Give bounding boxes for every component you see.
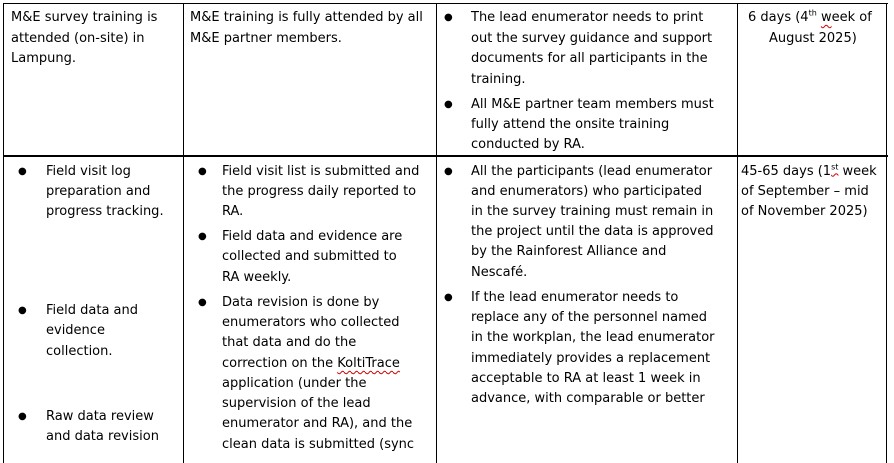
timeline-text: eek of xyxy=(831,10,872,25)
cell-text-line: documents for all participants in the xyxy=(471,51,708,66)
cell-text-line: All M&E partner team members must xyxy=(471,97,714,112)
bullet-icon: ● xyxy=(18,166,27,177)
timeline-line xyxy=(748,8,872,28)
cell-text-line: M&E partner members. xyxy=(190,31,342,46)
cell-text-line: preparation and xyxy=(46,184,151,199)
cell-text-line: acceptable to RA at least 1 week in xyxy=(471,371,701,386)
cell-text-line: Data revision is done by xyxy=(222,295,380,310)
cell-text-line: conducted by RA. xyxy=(471,137,585,152)
cell-text: correction on the xyxy=(222,356,338,371)
column-divider xyxy=(737,3,738,463)
cell-text-line: and enumerators) who participated xyxy=(471,184,702,199)
cell-text-line: Field data and evidence are xyxy=(222,229,403,244)
cell-text-line: out the survey guidance and support xyxy=(471,31,713,46)
bullet-icon: ● xyxy=(198,297,207,308)
cell-text-line: attended (on-site) in xyxy=(11,31,145,46)
bullet-icon: ● xyxy=(444,12,453,23)
cell-text-line: in the survey training must remain in xyxy=(471,204,714,219)
column-divider xyxy=(183,3,184,463)
cell-text-line: training. xyxy=(471,72,526,87)
bullet-icon: ● xyxy=(444,292,453,303)
ordinal-suffix: th xyxy=(808,8,817,18)
timeline-line: of November 2025) xyxy=(741,204,868,219)
cell-text-line: replace any of the personnel named xyxy=(471,310,707,325)
cell-text-line: evidence xyxy=(46,323,105,338)
spellcheck-flag: KoltiTrace xyxy=(337,356,400,371)
cell-text-line: application (under the xyxy=(222,376,367,391)
cell-text-line: collection. xyxy=(46,344,113,359)
cell-text-line: and data revision xyxy=(46,429,159,444)
cell-text-line: All the participants (lead enumerator xyxy=(471,164,713,179)
cell-text-line: progress tracking. xyxy=(46,204,164,219)
ordinal-suffix: st xyxy=(831,162,839,172)
timeline-text: week xyxy=(838,164,877,179)
cell-text-line: clean data is submitted (sync xyxy=(222,437,415,452)
cell-text-line: the project until the data is approved xyxy=(471,224,714,239)
cell-text-line: fully attend the onsite training xyxy=(471,117,670,132)
table-border-left xyxy=(3,3,4,463)
cell-text-line: advance, with comparable or better xyxy=(471,391,705,406)
spellcheck-flag: w xyxy=(820,10,832,25)
cell-text-line: Raw data review xyxy=(46,409,154,424)
cell-text-line: Field data and xyxy=(46,303,139,318)
cell-text-line: The lead enumerator needs to print xyxy=(471,10,704,25)
cell-text-line: the progress daily reported to xyxy=(222,184,417,199)
timeline-line xyxy=(741,162,877,182)
bullet-icon: ● xyxy=(198,166,207,177)
table-border-right xyxy=(886,3,887,463)
cell-text-line: enumerator and RA), and the xyxy=(222,416,413,431)
cell-text-line: in the workplan, the lead enumerator xyxy=(471,330,715,345)
cell-text-line: supervision of the lead xyxy=(222,396,371,411)
cell-text-line xyxy=(222,354,400,374)
timeline-line: of September – mid xyxy=(741,184,869,199)
cell-text-line: M&E training is fully attended by all xyxy=(190,10,423,25)
cell-text-line: Field visit list is submitted and xyxy=(222,164,420,179)
column-divider xyxy=(436,3,437,463)
bullet-icon: ● xyxy=(18,305,27,316)
cell-text-line: by the Rainforest Alliance and xyxy=(471,244,667,259)
cell-text-line: Lampung. xyxy=(11,51,76,66)
cell-text-line: RA. xyxy=(222,204,244,219)
cell-text-line: that data and do the xyxy=(222,335,357,350)
cell-text-line: If the lead enumerator needs to xyxy=(471,290,679,305)
timeline-line: August 2025) xyxy=(769,31,857,46)
bullet-icon: ● xyxy=(444,166,453,177)
timeline-text: 6 days (4 xyxy=(748,10,809,25)
bullet-icon: ● xyxy=(198,231,207,242)
table-border-top xyxy=(3,3,888,4)
cell-text-line: M&E survey training is xyxy=(11,10,158,25)
cell-text-line: collected and submitted to xyxy=(222,249,397,264)
timeline-text: 45-65 days (1 xyxy=(741,164,832,179)
bullet-icon: ● xyxy=(444,99,453,110)
cell-text-line: enumerators who collected xyxy=(222,315,400,330)
cell-text-line: Nescafé. xyxy=(471,265,528,280)
table-row-divider xyxy=(3,155,888,157)
bullet-icon: ● xyxy=(18,411,27,422)
cell-text-line: immediately provides a replacement xyxy=(471,351,711,366)
cell-text-line: RA weekly. xyxy=(222,270,292,285)
cell-text-line: Field visit log xyxy=(46,164,131,179)
